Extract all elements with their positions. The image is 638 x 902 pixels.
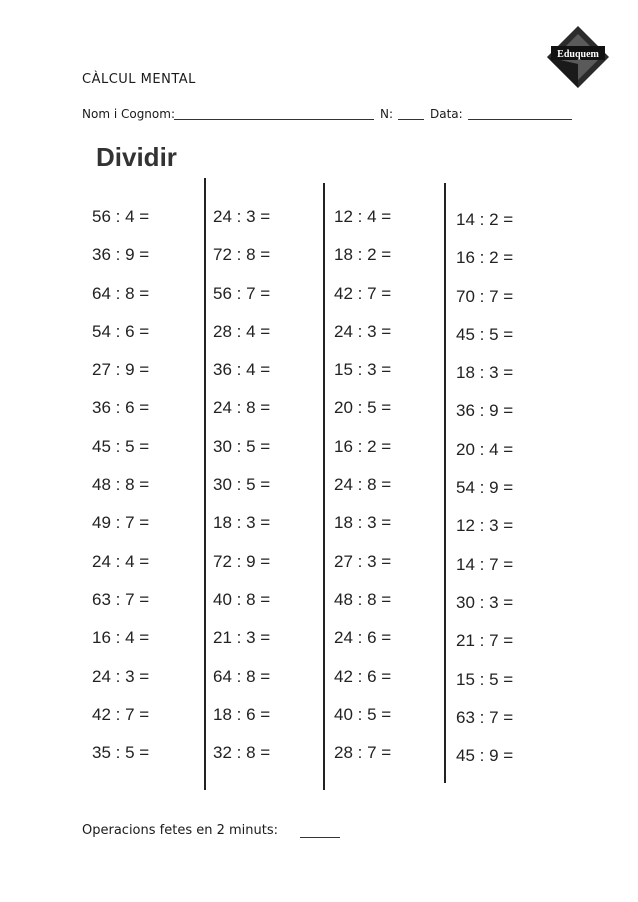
division-problem: 24 : 3 = [213, 207, 271, 226]
division-problem: 20 : 5 = [334, 398, 392, 418]
division-problem: 24 : 4 = [92, 551, 150, 571]
division-problem: 24 : 6 = [334, 628, 392, 648]
number-field-line[interactable] [398, 119, 424, 120]
division-problem: 30 : 5 = [213, 436, 271, 456]
division-problem: 45 : 5 = [456, 324, 514, 344]
operations-count-field-line[interactable] [300, 837, 340, 838]
division-problem: 18 : 2 = [334, 245, 392, 265]
division-problem: 56 : 4 = [92, 207, 150, 226]
footer [82, 823, 382, 841]
division-problem: 15 : 3 = [334, 360, 392, 380]
column-divider [204, 178, 206, 790]
division-problem: 42 : 7 = [334, 283, 392, 303]
division-problem: 54 : 6 = [92, 321, 150, 341]
division-problem: 54 : 9 = [456, 478, 514, 498]
date-label: Data: [430, 107, 463, 121]
worksheet-heading: CÀLCUL MENTAL [82, 72, 196, 87]
logo-icon [545, 24, 611, 90]
division-problem: 45 : 9 = [456, 746, 514, 766]
division-problem: 24 : 8 = [334, 475, 392, 495]
date-field-line[interactable] [468, 119, 572, 120]
division-problem: 36 : 4 = [213, 360, 271, 380]
division-problem: 36 : 9 = [92, 245, 150, 265]
footer-label: Operacions fetes en 2 minuts: [82, 823, 279, 838]
division-problem: 36 : 9 = [456, 401, 514, 421]
number-label: N: [380, 107, 394, 121]
division-problem: 14 : 7 = [456, 554, 514, 574]
student-info-row [82, 107, 582, 123]
division-problem: 21 : 7 = [456, 631, 514, 651]
division-problem: 16 : 2 = [334, 436, 392, 456]
division-problem: 70 : 7 = [456, 286, 514, 306]
division-problem: 45 : 5 = [92, 436, 150, 456]
division-problem: 72 : 9 = [213, 551, 271, 571]
division-problem: 56 : 7 = [213, 283, 271, 303]
division-problem: 48 : 8 = [334, 589, 392, 609]
logo-text: Eduquem [557, 49, 599, 60]
division-problem: 40 : 5 = [334, 704, 392, 724]
division-problem: 18 : 3 = [456, 363, 514, 383]
division-problem: 36 : 6 = [92, 398, 150, 418]
name-label: Nom i Cognom: [82, 107, 175, 121]
division-problem: 24 : 3 = [92, 666, 150, 686]
division-problem: 18 : 3 = [334, 513, 392, 533]
division-problem: 72 : 8 = [213, 245, 271, 265]
division-problem: 64 : 8 = [92, 283, 150, 303]
operations-column-4 [456, 201, 566, 775]
division-problem: 24 : 8 = [213, 398, 271, 418]
division-problem: 30 : 3 = [456, 592, 514, 612]
division-problem: 28 : 4 = [213, 321, 271, 341]
division-problem: 24 : 3 = [334, 321, 392, 341]
column-divider [444, 183, 446, 783]
division-problem: 18 : 3 = [213, 513, 271, 533]
division-problem: 16 : 4 = [92, 628, 150, 648]
division-problem: 12 : 3 = [456, 516, 514, 536]
division-problem: 49 : 7 = [92, 513, 150, 533]
division-problem: 40 : 8 = [213, 589, 271, 609]
column-divider [323, 183, 325, 790]
operations-column-3 [334, 198, 444, 772]
division-problem: 21 : 3 = [213, 628, 271, 648]
operations-column-2 [213, 198, 323, 772]
division-problem: 32 : 8 = [213, 743, 271, 763]
division-problem: 18 : 6 = [213, 704, 271, 724]
division-problem: 16 : 2 = [456, 248, 514, 268]
division-problem: 28 : 7 = [334, 743, 392, 763]
division-problem: 27 : 3 = [334, 551, 392, 571]
division-problem: 42 : 7 = [92, 704, 150, 724]
division-problem: 15 : 5 = [456, 669, 514, 689]
division-problem: 30 : 5 = [213, 475, 271, 495]
page-title: Dividir [96, 142, 177, 172]
logo [545, 24, 611, 90]
division-problem: 63 : 7 = [92, 589, 150, 609]
division-problem: 48 : 8 = [92, 475, 150, 495]
operations-column-1 [92, 198, 202, 772]
division-problem: 27 : 9 = [92, 360, 150, 380]
division-problem: 35 : 5 = [92, 743, 150, 763]
division-problem: 14 : 2 = [456, 210, 514, 229]
name-field-line[interactable] [174, 119, 374, 120]
division-problem: 12 : 4 = [334, 207, 392, 226]
division-problem: 20 : 4 = [456, 439, 514, 459]
division-problem: 64 : 8 = [213, 666, 271, 686]
division-problem: 42 : 6 = [334, 666, 392, 686]
division-problem: 63 : 7 = [456, 707, 514, 727]
